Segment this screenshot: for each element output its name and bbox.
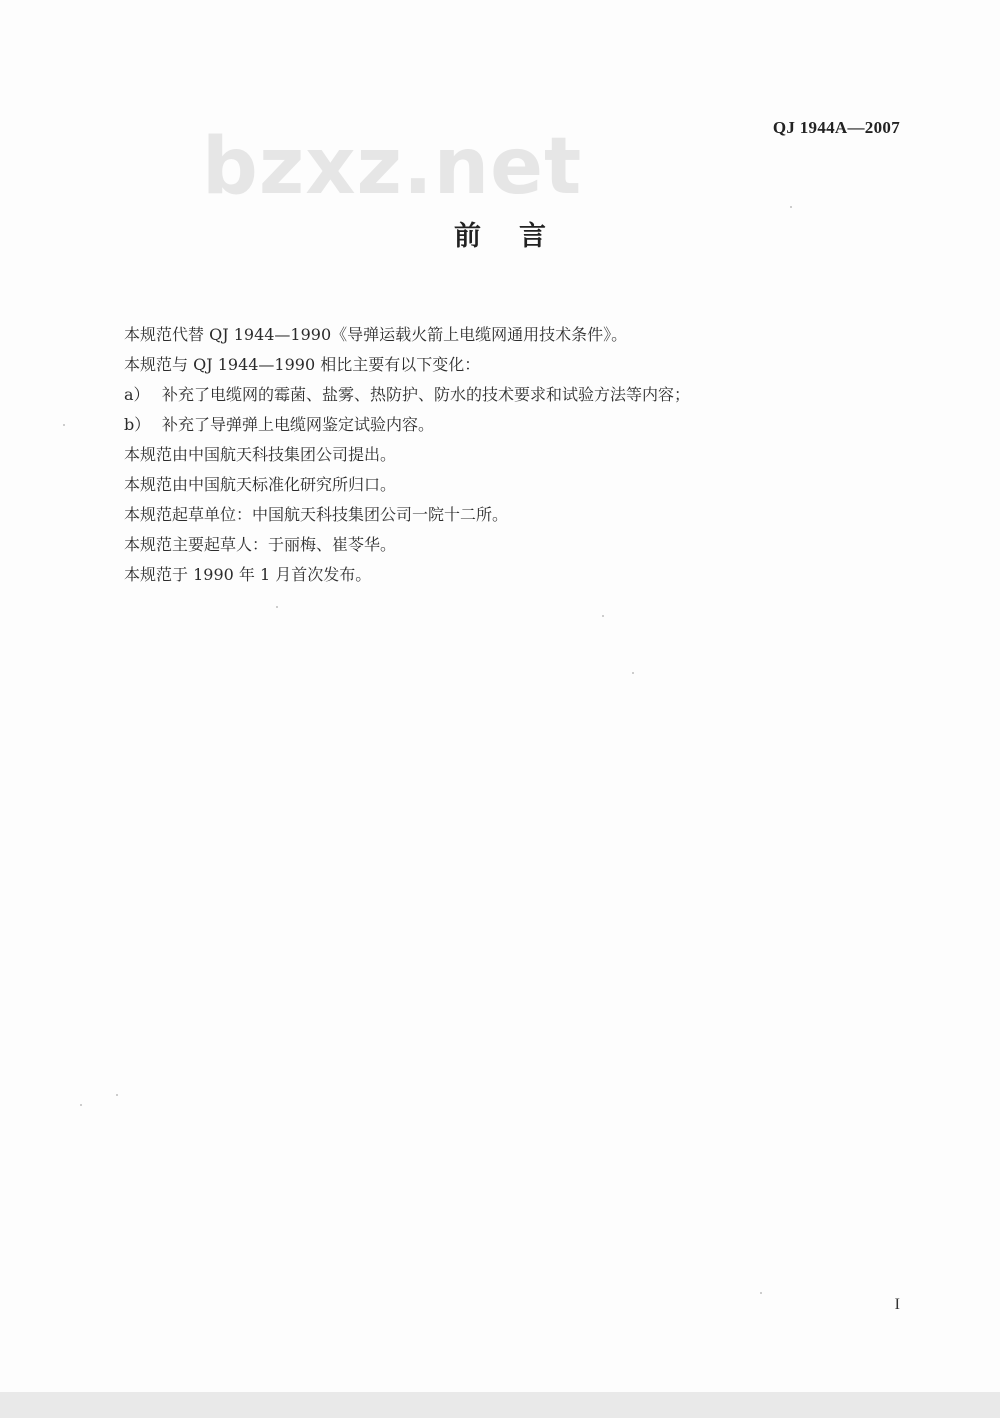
page-title: 前言: [454, 221, 584, 252]
list-item-a-text: 补充了电缆网的霉菌、盐雾、热防护、防水的技术要求和试验方法等内容；: [162, 385, 691, 404]
scan-speck: [760, 1292, 762, 1294]
list-item-b-text: 补充了导弹弹上电缆网鉴定试验内容。: [162, 415, 435, 434]
paragraph-centralized-by: 本规范由中国航天标准化研究所归口。: [124, 475, 397, 494]
scan-speck: [632, 672, 634, 674]
paragraph-changes-intro: 本规范与 QJ 1944—1990 相比主要有以下变化：: [124, 355, 481, 374]
scan-speck: [790, 206, 792, 208]
scan-speck: [116, 1094, 118, 1096]
list-marker-b: b）: [124, 415, 151, 434]
page-number: I: [894, 1296, 900, 1313]
paragraph-drafting-unit: 本规范起草单位：中国航天科技集团公司一院十二所。: [124, 505, 509, 524]
paragraph-replaces: 本规范代替 QJ 1944—1990《导弹运载火箭上电缆网通用技术条件》。: [124, 325, 628, 344]
scan-speck: [63, 424, 65, 426]
scan-speck: [276, 606, 278, 608]
foreword-body: [124, 320, 884, 590]
scan-speck: [602, 615, 604, 617]
paragraph-first-issued: 本规范于 1990 年 1 月首次发布。: [124, 565, 372, 584]
list-item-a: [124, 380, 884, 410]
list-marker-a: a）: [124, 385, 150, 404]
watermark: bzxz.net: [202, 122, 583, 212]
paragraph-proposed-by: 本规范由中国航天科技集团公司提出。: [124, 445, 397, 464]
paragraph-drafters: 本规范主要起草人：于丽梅、崔苓华。: [124, 535, 397, 554]
scan-bottom-edge: [0, 1392, 1000, 1418]
scan-speck: [80, 1104, 82, 1106]
list-item-b: [124, 410, 884, 440]
document-code: QJ 1944A—2007: [772, 118, 900, 137]
